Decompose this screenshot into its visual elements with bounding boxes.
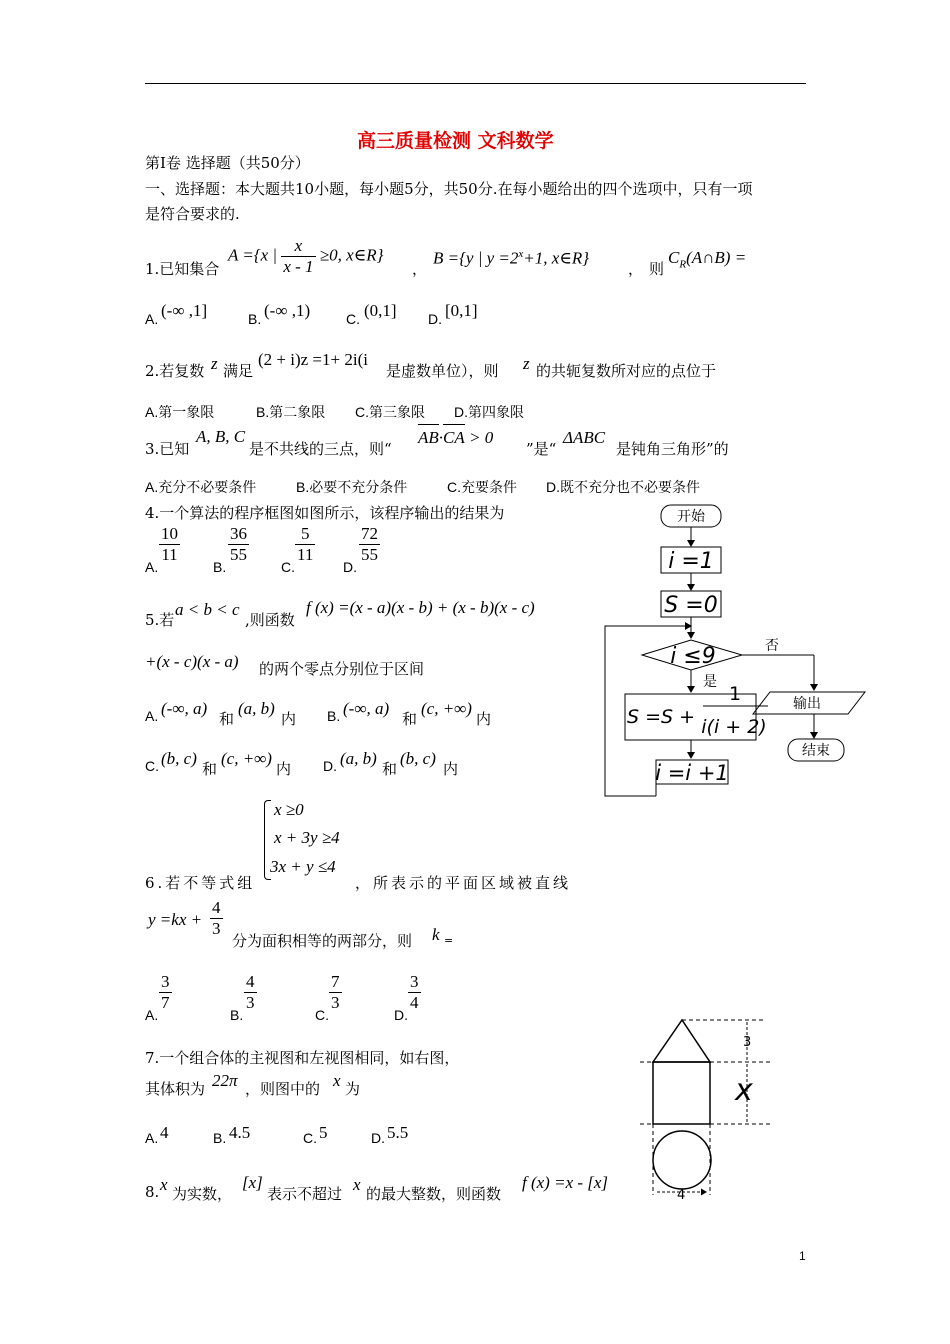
q1-expr [668,248,746,270]
q3-tail: 是钝角三角形”的 [616,440,729,458]
q7-line1: 7.一个组合体的主视图和左视图相同，如右图， [145,1049,460,1067]
q3-option-c-value: 充要条件 [461,479,517,495]
q2-option-c-label: C. [355,404,369,420]
q5-option-a-and: 和 [219,710,235,728]
q5-mid: ,则函数 [245,611,295,629]
q5-option-a-i2: (a, b) [238,699,275,718]
flow-end-text: 结束 [802,743,830,759]
q6-eq: = [444,934,454,947]
q5-option-a-in: 内 [281,710,297,728]
q3-mid: 是不共线的三点，则“ [249,440,392,458]
q5-option-b-and: 和 [402,710,418,728]
q5-option-d-and: 和 [382,760,398,778]
q5-option-d-i2: (b, c) [400,749,436,768]
q2-option-d-value: 第四象限 [468,404,524,420]
q5-option-c-label: C. [145,758,159,774]
q1-expr-sub: R [679,258,687,271]
q3-vector-expr [418,428,493,448]
q7-line2b: ，则图中的 [245,1080,321,1098]
q1-option-b: (-∞ ,1) [264,301,311,320]
q1-setA-head: A ={x | [228,245,278,265]
q1-setA-tail: ≥0, x∈R} [319,245,384,265]
page-title: 高三质量检测 文科数学 [357,130,554,152]
q8-function: f (x) =x - [x] [522,1173,609,1192]
q2-prefix: 2.若复数 [145,362,205,380]
q6-option-d-den: 4 [410,993,419,1012]
q6-line-den: 3 [212,919,221,938]
q1-prefix: 1.已知集合 [145,260,220,278]
q5-option-d-i1: (a, b) [340,749,377,768]
q4-option-c-label: C. [281,559,295,575]
q6-k: k [432,925,440,944]
q7-option-d-label: D. [371,1130,385,1146]
q1-option-c: (0,1] [364,301,397,320]
q2-z: z [211,354,218,373]
q3-gt: > 0 [469,428,494,447]
q8-prefix: 8. [145,1183,160,1201]
q5-option-d-label: D. [323,758,337,774]
section-intro-line1: 一、选择题：本大题共10小题，每小题5分，共50分.在每小题给出的四个选项中，只有一项 [145,180,753,198]
q7-option-b: 4.5 [229,1123,251,1142]
q6-option-d-label: D. [394,1007,408,1023]
q1-setA [228,236,383,277]
part-heading: 第Ⅰ卷 选择题（共50分） [145,154,310,172]
q5-option-b-in: 内 [476,710,492,728]
q6-option-a-den: 7 [161,993,170,1012]
q5-option-b-i2: (c, +∞) [421,699,472,718]
q5-tail: 的两个零点分别位于区间 [259,660,425,678]
q3-vec-ca-text: CA [443,428,465,447]
q7-option-c: 5 [319,1123,328,1142]
q3-option-d-value: 既不充分也不必要条件 [560,479,700,495]
q3-option-a-value: 充分不必要条件 [158,479,257,495]
q8-a: 为实数， [172,1185,233,1203]
q6-option-a-label: A. [145,1007,159,1023]
q5-option-d-in: 内 [443,760,459,778]
q8-x2: x [353,1175,361,1194]
q5-option-a-i1: (-∞, a) [161,699,208,718]
q6-line-eq: y =kx + [148,910,203,929]
q2-option-b-value: 第二象限 [269,404,326,420]
fig7-roof [653,1020,710,1062]
q1-option-d: [0,1] [445,301,478,320]
flow-init-s-text: S =0 [664,593,718,618]
q8-floor: [x] [242,1173,263,1192]
q4-option-b-label: B. [213,559,227,575]
q7-line2c: 为 [345,1080,361,1098]
q5-option-b-label: B. [327,708,341,724]
flow-condition-text: i ≤9 [670,644,716,669]
q3-option-a [145,477,256,497]
q6-sys-line2: x + 3y ≥4 [274,828,340,847]
fig7-bottom-label: 4 [677,1188,686,1203]
q1-option-c-label: C. [346,311,360,327]
q7-option-d: 5.5 [387,1123,409,1142]
q4-option-a-num: 10 [161,524,178,543]
q3-option-c [447,477,517,497]
q2-satisfies: 满足 [223,362,254,380]
q4-option-c-frac [295,524,315,565]
flow-yes-label: 是 [703,674,717,690]
q1-fracA-num: x [281,236,315,257]
q6-line-frac [210,898,223,939]
q5-option-c-i1: (b, c) [161,749,197,768]
q7-volume: 22π [212,1071,238,1090]
q2-z2: z [523,354,530,373]
q4-option-b-frac [228,524,249,565]
q3-points: A, B, C [196,427,246,446]
q1-comma1: ， [412,260,428,278]
q2-option-a [145,402,214,422]
q4-option-a-den: 11 [161,545,178,564]
q3-option-b-label: B. [296,479,310,495]
q4-option-d-num: 72 [361,524,378,543]
flow-output-text: 输出 [793,696,821,712]
section-intro-line2: 是符合要求的. [145,205,240,223]
q3-vec-ca [443,428,465,448]
flow-init-i-text: i =1 [668,549,714,574]
q6-option-b-label: B. [230,1007,244,1023]
q2-option-d [454,402,524,422]
q6-option-a-num: 3 [161,972,170,991]
q4-option-a-frac [159,524,180,565]
q5-function-line2: +(x - c)(x - a) [145,652,239,671]
q2-option-c-value: 第三象限 [369,404,425,420]
q4-option-d-frac [359,524,380,565]
q2-option-b [256,402,325,422]
q4-option-b-den: 55 [230,545,247,564]
q2-option-a-value: 第一象限 [158,404,215,420]
q6-option-d-frac [408,972,421,1013]
q4-option-b-num: 36 [230,524,247,543]
q1-expr-c: C [668,248,680,267]
q6-option-c-label: C. [315,1007,329,1023]
q7-option-b-label: B. [213,1130,227,1146]
q2-tail: 是虚数单位），则 [386,362,499,380]
q2-tail2: 的共轭复数所对应的点位于 [536,362,717,380]
q6-option-c-den: 3 [331,993,340,1012]
q4-option-a-label: A. [145,559,159,575]
q3-vec-ab [418,428,439,448]
q5-option-b-i1: (-∞, a) [343,699,390,718]
q4-option-d-label: D. [343,559,357,575]
flow-body-lhs: S =S + [627,706,696,728]
q6-option-c-num: 7 [331,972,340,991]
q1-option-a-label: A. [145,311,159,327]
q3-mid2: ”是“ [526,440,557,458]
q2-option-a-label: A. [145,404,159,420]
q6-option-b-num: 4 [246,972,255,991]
q3-vec-ca-arrow [443,424,465,425]
q1-setB-tail: +1, x∈R} [523,248,590,268]
q7-option-a-label: A. [145,1130,159,1146]
q6-prefix: 6.若不等式组 [145,874,256,892]
q6-line-num: 4 [212,898,221,917]
fig7-top-label: 3 [743,1035,752,1050]
q3-option-c-label: C. [447,479,461,495]
q5-option-c-and: 和 [202,760,218,778]
flow-start-text: 开始 [677,509,705,525]
q3-vec-ab-text: AB [418,428,439,447]
q1-fracA [281,236,315,277]
fig7-circle [653,1131,711,1189]
flow-body-den: i(i + 2) [701,716,767,738]
q3-option-b-value: 必要不充分条件 [309,479,408,495]
q6-sys-line1: x ≥0 [274,800,304,819]
page-number: 1 [799,1249,806,1263]
q5-prefix: 5.若 [145,611,175,629]
q3-prefix: 3.已知 [145,440,190,458]
q6-option-b-frac [244,972,257,1013]
q6-option-d-num: 3 [410,972,419,991]
q5-function: f (x) =(x - a)(x - b) + (x - b)(x - c) [306,598,535,617]
q3-option-d [546,477,700,497]
q6-tail: 分为面积相等的两部分，则 [232,932,413,950]
q1-setB-exp: x [518,248,524,260]
q2-option-c [355,402,425,422]
q1-comma2: ， [628,260,644,278]
fig7-mid-label: x [735,1073,753,1108]
q7-x: x [333,1071,341,1090]
q5-option-a-label: A. [145,708,159,724]
q2-option-d-label: D. [454,404,468,420]
q1-then: 则 [649,260,665,278]
q8-x: x [160,1175,168,1194]
q6-mid: ，所表示的平面区域被直线 [355,874,572,892]
q6-option-c-frac [329,972,342,1013]
flowchart [600,500,870,800]
q8-b: 表示不超过 [267,1185,343,1203]
q3-triangle: ΔABC [563,428,606,447]
q5-condition: a < b < c [175,600,240,619]
q7-figure [630,1010,775,1205]
q1-option-d-label: D. [428,311,442,327]
q3-option-d-label: D. [546,479,560,495]
q7-option-c-label: C. [303,1130,317,1146]
q1-setB-head: B ={y | y =2 [433,248,519,268]
q6-option-b-den: 3 [246,993,255,1012]
q7-option-a: 4 [160,1123,169,1142]
q2-equation: (2 + i)z =1+ 2i(i [258,350,368,369]
flow-incr-text: i =i +1 [655,761,729,785]
q6-option-a-frac [159,972,172,1013]
q3-vec-ab-arrow [418,424,439,425]
header-rule [145,83,806,84]
q3-option-a-label: A. [145,479,159,495]
q4-text: 4.一个算法的程序框图如图所示，该程序输出的结果为 [145,504,505,522]
q4-option-c-den: 11 [297,545,314,564]
q1-option-b-label: B. [248,311,262,327]
q3-dot: · [438,428,444,447]
q1-expr-tail: (A∩B) = [686,248,747,267]
q5-option-c-i2: (c, +∞) [221,749,272,768]
q1-fracA-den: x - 1 [283,257,314,276]
flow-body-num: 1 [728,683,742,705]
q4-option-c-num: 5 [295,524,315,545]
q6-sys-line3: 3x + y ≤4 [270,857,336,876]
q7-line2a: 其体积为 [145,1080,206,1098]
q1-option-a: (-∞ ,1] [161,301,208,320]
q3-option-b [296,477,407,497]
q4-option-d-den: 55 [361,545,378,564]
q2-option-b-label: B. [256,404,270,420]
q5-option-c-in: 内 [276,760,292,778]
fig7-body [653,1062,710,1124]
flow-no-label: 否 [765,638,779,654]
q1-setB [433,248,589,269]
q8-c: 的最大整数，则函数 [366,1185,502,1203]
